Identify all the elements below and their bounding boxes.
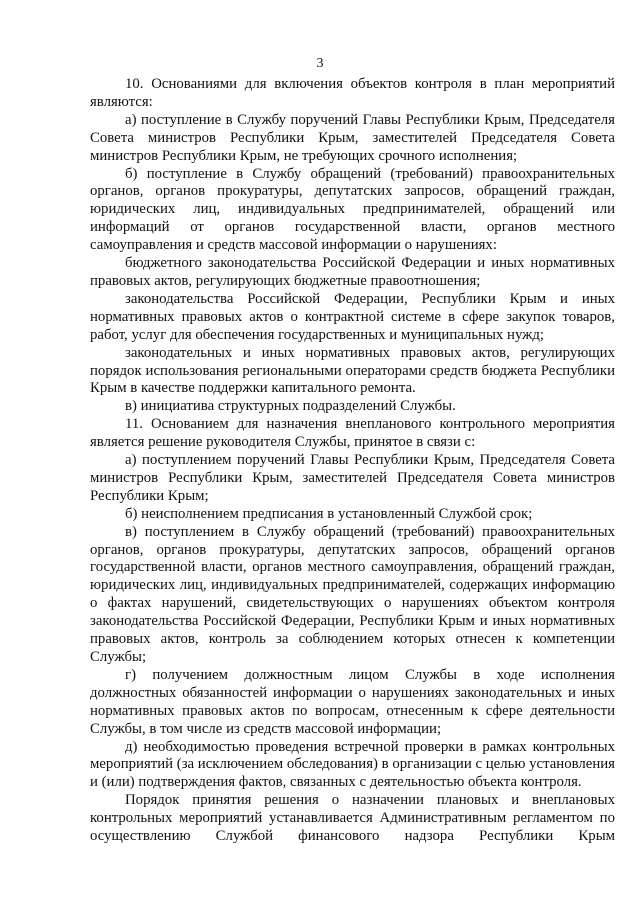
paragraph-10-b-budget: бюджетного законодательства Российской Федерации и иных нормативных правовых актов, регулирующих бюджетные правоотношения; (90, 255, 615, 289)
paragraph-10-intro: 10. Основаниями для включения объектов контроля в план мероприятий являются: (90, 76, 615, 110)
document-body (90, 76, 615, 846)
paragraph-10-b-regional-operators: законодательных и иных нормативных правовых актов, регулирующих порядок использования региональными операторами средств бюджета Республики Крым в качестве поддержки капитального ремонта. (90, 344, 615, 397)
paragraph-10-b-procurement: законодательства Российской Федерации, Республики Крым и иных нормативных правовых актов о контрактной системе в сфере закупок товаров, работ, услуг для обеспечения государственных и муниципальных нужд; (90, 290, 615, 343)
paragraph-11-c: в) поступлением в Службу обращений (требований) правоохранительных органов, органов прокуратуры, депутатских запросов, обращений органов государственной власти, органов местного самоуправления, обращений граждан, юридических лиц, индивидуальных предпринимателей, содержащих информацию о фактах нарушений, свидетельствующих о нарушениях объектом контроля законодательства Российской Федерации, Республики Крым и иных нормативных правовых актов, контроль за соблюдением которых отнесен к компетенции Службы; (90, 523, 615, 665)
paragraph-11-a: а) поступлением поручений Главы Республики Крым, Председателя Совета министров Республики Крым, заместителей Председателя Совета министров Республики Крым; (90, 452, 615, 504)
paragraph-10-c: в) инициатива структурных подразделений Службы. (125, 398, 456, 415)
paragraph-10-b: б) поступление в Службу обращений (требований) правоохранительных органов, органов прокуратуры, депутатских запросов, обращений граждан, юридических лиц, индивидуальных предпринимателей, обращений или информаций от органов государственной власти, органов местного самоуправления и средств массовой информации о нарушениях: (90, 165, 615, 254)
paragraph-11-b: б) неисполнением предписания в установленный Службой срок; (125, 505, 533, 522)
paragraph-11-d: г) получением должностным лицом Службы в ходе исполнения должностных обязанностей информации о нарушениях законодательных и иных нормативных правовых актов по вопросам, отнесенным к сфере деятельности Службы, в том числе из средств массовой информации; (90, 666, 615, 737)
paragraph-procedure: Порядок принятия решения о назначении плановых и внеплановых контрольных мероприятий устанавливается Административным регламентом по осуществлению Службой финансового надзора Республики Крым (90, 792, 615, 845)
paragraph-11-intro: 11. Основанием для назначения внепланового контрольного мероприятия является решение руководителя Службы, принятое в связи с: (90, 416, 615, 451)
page-number: 3 (316, 56, 324, 71)
paragraph-10-a: а) поступление в Службу поручений Главы Республики Крым, Председателя Совета министров Республики Крым, заместителей Председателя Совета министров Республики Крым, не требующих срочного исполнения; (90, 111, 615, 164)
paragraph-11-e: д) необходимостью проведения встречной проверки в рамках контрольных мероприятий (за исключением обследования) в организации с целью установления и (или) подтверждения фактов, связанных с деятельностью объекта контроля. (90, 738, 615, 791)
